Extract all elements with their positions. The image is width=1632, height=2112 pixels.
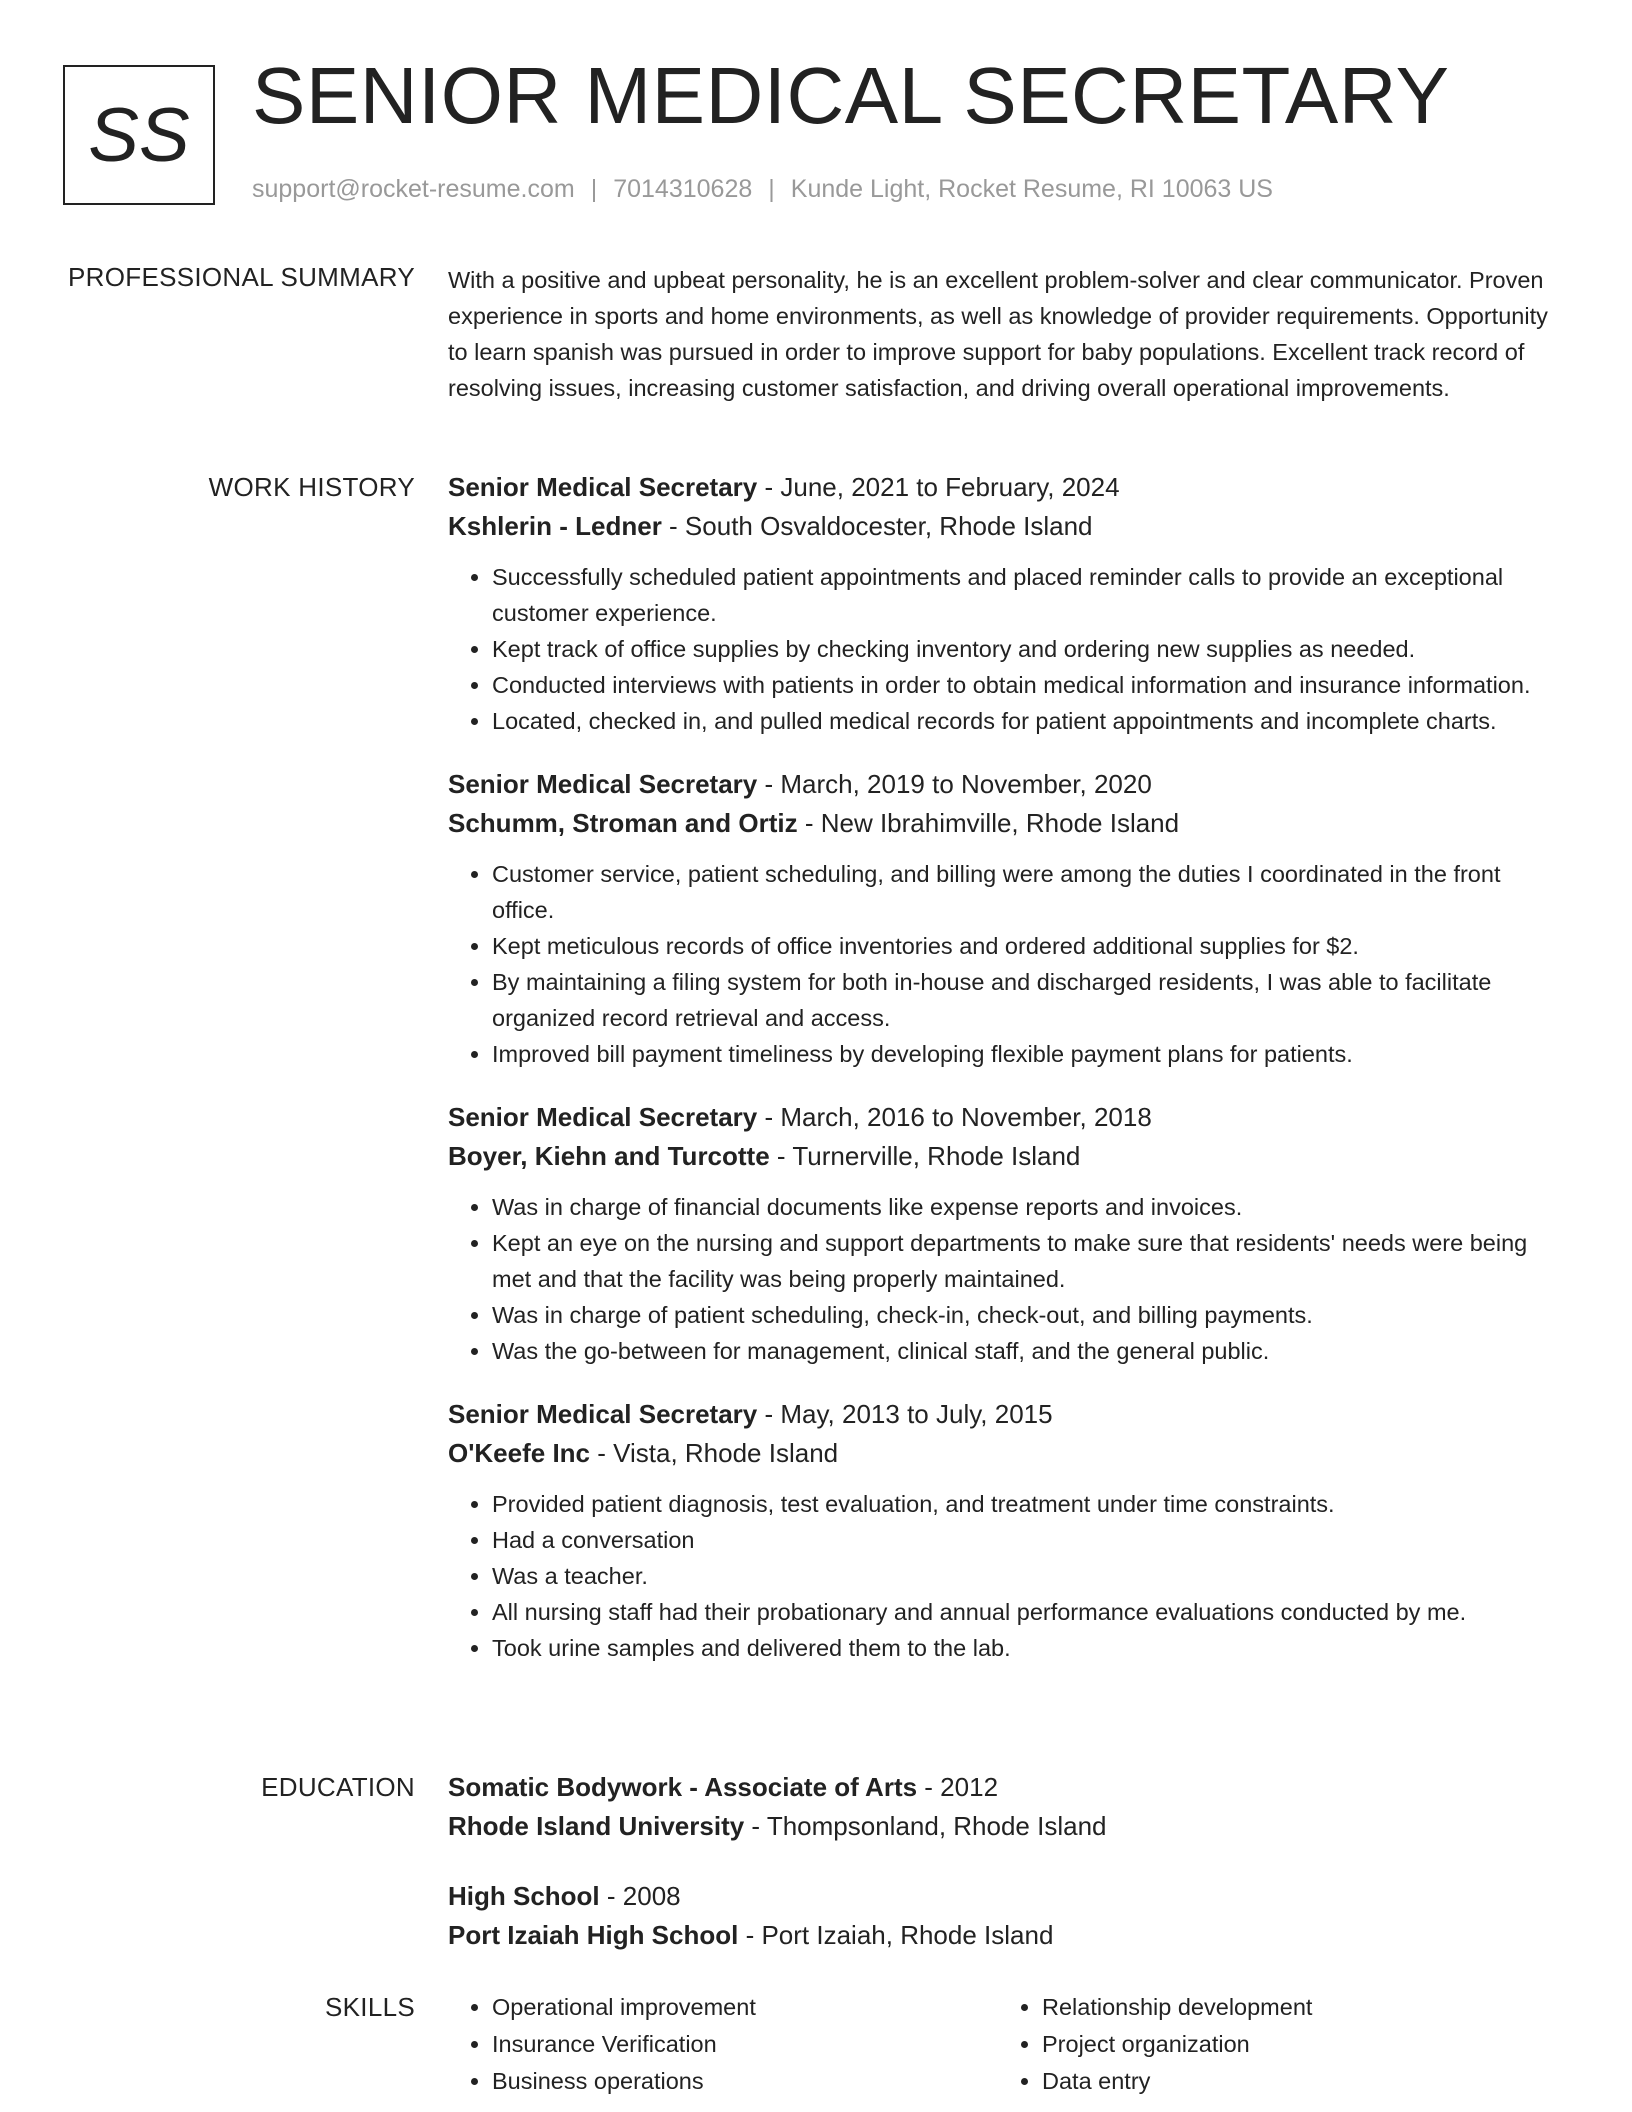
education-location: - Port Izaiah, Rhode Island xyxy=(738,1920,1054,1950)
contact-email: support@rocket-resume.com xyxy=(252,175,575,203)
summary-text: With a positive and upbeat personality, he is an excellent problem-solver and clear communicator. Proven experience in sports and home environments, as well as knowledge of provider requirements. Opportunity to learn spanish was pursued in order to improve support for baby populations. Excellent track record of resolving issues, increasing customer satisfaction, and driving overall operational improvements. xyxy=(448,267,1548,401)
education-year: - 2008 xyxy=(599,1881,681,1911)
job-bullet: • Was a teacher. xyxy=(492,1558,1568,1594)
job-bullet: • Kept track of office supplies by checking inventory and ordering new supplies as needed. xyxy=(492,631,1568,667)
education-degree: High School xyxy=(448,1881,600,1911)
section-label-work-history: WORK HISTORY xyxy=(208,472,415,502)
job-entry xyxy=(448,468,1568,739)
job-bullet: • Successfully scheduled patient appointments and placed reminder calls to provide an exceptional customer experience. xyxy=(492,559,1568,631)
skills-column-left xyxy=(448,1989,998,2100)
skill-item: • Insurance Verification xyxy=(492,2026,998,2063)
job-bullets xyxy=(448,1486,1568,1666)
education-entry xyxy=(448,1768,1568,1846)
job-bullet: • Located, checked in, and pulled medical records for patient appointments and incomplete charts. xyxy=(492,703,1568,739)
job-company: Schumm, Stroman and Ortiz xyxy=(448,808,798,838)
job-company-line xyxy=(448,804,1568,843)
job-dates: - June, 2021 to February, 2024 xyxy=(757,472,1120,502)
job-bullet: • Provided patient diagnosis, test evaluation, and treatment under time constraints. xyxy=(492,1486,1568,1522)
job-entry xyxy=(448,765,1568,1072)
work-history-body xyxy=(448,468,1568,1692)
job-location: - Turnerville, Rhode Island xyxy=(769,1141,1081,1171)
job-bullet: • Customer service, patient scheduling, and billing were among the duties I coordinated in the front office. xyxy=(492,856,1568,928)
job-bullets xyxy=(448,1189,1568,1369)
job-company: Boyer, Kiehn and Turcotte xyxy=(448,1141,770,1171)
education-degree-line xyxy=(448,1768,1568,1807)
section-label-skills: SKILLS xyxy=(325,1992,415,2022)
job-entry xyxy=(448,1395,1568,1666)
job-bullet: • Was in charge of financial documents like expense reports and invoices. xyxy=(492,1189,1568,1225)
education-school: Rhode Island University xyxy=(448,1811,745,1841)
job-dates: - May, 2013 to July, 2015 xyxy=(757,1399,1053,1429)
skill-item: • Business operations xyxy=(492,2063,998,2100)
job-dates: - March, 2016 to November, 2018 xyxy=(757,1102,1152,1132)
resume-title: SENIOR MEDICAL SECRETARY xyxy=(252,51,1450,140)
section-label-summary: PROFESSIONAL SUMMARY xyxy=(68,262,415,292)
job-bullet: • Kept meticulous records of office inventories and ordered additional supplies for $2. xyxy=(492,928,1568,964)
education-school-line xyxy=(448,1916,1568,1955)
contact-separator: | xyxy=(590,175,598,203)
job-company-line xyxy=(448,1137,1568,1176)
job-bullets xyxy=(448,856,1568,1072)
job-bullet: • Had a conversation xyxy=(492,1522,1568,1558)
contact-address: Kunde Light, Rocket Resume, RI 10063 US xyxy=(790,175,1273,203)
skills-list xyxy=(998,1989,1548,2100)
job-bullet: • Took urine samples and delivered them to the lab. xyxy=(492,1630,1568,1666)
job-title: Senior Medical Secretary xyxy=(448,1399,758,1429)
education-degree-line xyxy=(448,1877,1568,1916)
job-bullet: • Kept an eye on the nursing and support departments to make sure that residents' needs were being met and that the facility was being properly maintained. xyxy=(492,1225,1568,1297)
skill-item: • Relationship development xyxy=(1042,1989,1548,2026)
job-company-line xyxy=(448,1434,1568,1473)
job-bullet: • Was in charge of patient scheduling, check-in, check-out, and billing payments. xyxy=(492,1297,1568,1333)
education-degree: Somatic Bodywork - Associate of Arts xyxy=(448,1772,918,1802)
education-entry xyxy=(448,1877,1568,1955)
skill-item: • Project organization xyxy=(1042,2026,1548,2063)
job-location: - Vista, Rhode Island xyxy=(590,1438,839,1468)
job-title-line xyxy=(448,468,1568,507)
job-title: Senior Medical Secretary xyxy=(448,769,758,799)
job-bullet: • By maintaining a filing system for both in-house and discharged residents, I was able to facilitate organized record retrieval and access. xyxy=(492,964,1568,1036)
monogram-box xyxy=(63,65,215,205)
skill-item: • Operational improvement xyxy=(492,1989,998,2026)
skill-item: • Data entry xyxy=(1042,2063,1548,2100)
contact-line xyxy=(252,175,1273,204)
contact-phone: 7014310628 xyxy=(613,175,753,203)
job-bullet: • Was the go-between for management, clinical staff, and the general public. xyxy=(492,1333,1568,1369)
contact-separator: | xyxy=(768,175,775,203)
education-year: - 2012 xyxy=(917,1772,999,1802)
summary-body xyxy=(448,262,1568,406)
education-school-line xyxy=(448,1807,1568,1846)
job-bullet: • All nursing staff had their probationary and annual performance evaluations conducted by me. xyxy=(492,1594,1568,1630)
job-title: Senior Medical Secretary xyxy=(448,1102,758,1132)
job-title-line xyxy=(448,765,1568,804)
skills-grid xyxy=(448,1989,1568,2100)
section-label-education: EDUCATION xyxy=(261,1772,415,1802)
job-dates: - March, 2019 to November, 2020 xyxy=(757,769,1152,799)
job-bullets xyxy=(448,559,1568,739)
education-location: - Thompsonland, Rhode Island xyxy=(744,1811,1107,1841)
job-title: Senior Medical Secretary xyxy=(448,472,758,502)
job-company: O'Keefe Inc xyxy=(448,1438,591,1468)
education-school: Port Izaiah High School xyxy=(448,1920,739,1950)
skills-column-right xyxy=(998,1989,1548,2100)
job-title-line xyxy=(448,1395,1568,1434)
skills-list xyxy=(448,1989,998,2100)
job-company-line xyxy=(448,507,1568,546)
job-entry xyxy=(448,1098,1568,1369)
job-company: Kshlerin - Ledner xyxy=(448,511,662,541)
education-body xyxy=(448,1768,1568,1986)
job-title-line xyxy=(448,1098,1568,1137)
job-location: - New Ibrahimville, Rhode Island xyxy=(797,808,1180,838)
skills-body xyxy=(448,1989,1568,2100)
job-bullet: • Improved bill payment timeliness by developing flexible payment plans for patients. xyxy=(492,1036,1568,1072)
monogram-initials: SS xyxy=(88,92,190,178)
job-location: - South Osvaldocester, Rhode Island xyxy=(661,511,1093,541)
job-bullet: • Conducted interviews with patients in order to obtain medical information and insurance information. xyxy=(492,667,1568,703)
